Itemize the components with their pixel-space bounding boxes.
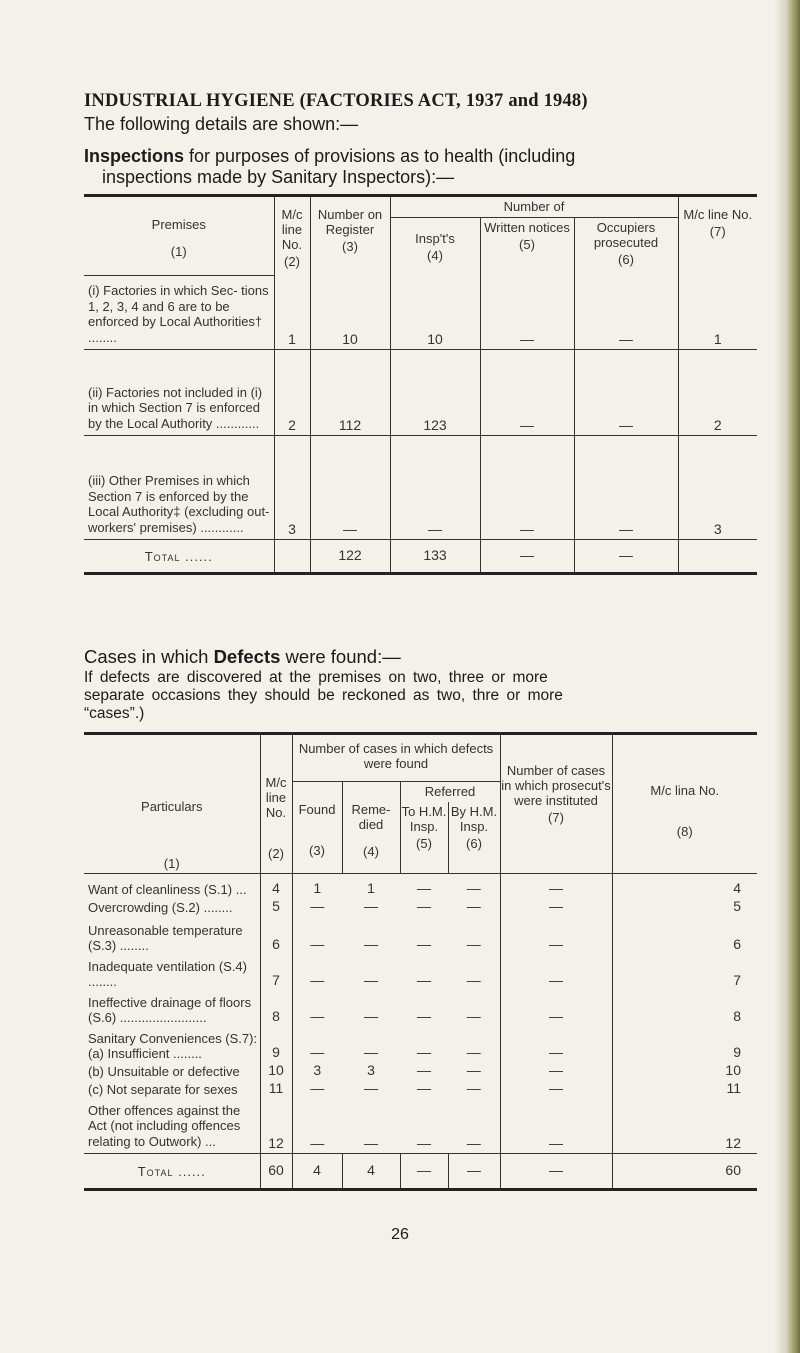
page-heading: INDUSTRIAL HYGIENE (FACTORIES ACT, 1937 and 1948) <box>84 91 588 111</box>
row-mc2: 10 <box>725 1061 741 1078</box>
row-mc2: 8 <box>733 1007 741 1024</box>
row-mc: 11 <box>260 1080 292 1098</box>
mc-header-num: (2) <box>268 846 284 861</box>
mc2-header-label: M/c lina No. <box>650 783 720 798</box>
row-label: Unreasonable temperature (S.3) ........ <box>84 916 260 954</box>
mc-header-label: M/c line No. <box>265 775 287 820</box>
found-header-num: (3) <box>309 843 325 858</box>
cases-note-2: separate occasions they should be reckoned as two, thre or more <box>84 687 563 704</box>
row-mc: 9 <box>260 1026 292 1062</box>
row-mc: 4 <box>260 874 292 898</box>
number-of-group-header: Number of <box>390 196 678 218</box>
mc2-header <box>678 196 757 276</box>
row-found: — <box>310 1079 325 1096</box>
register-header-label: Number on Register <box>317 207 383 237</box>
defects-table <box>84 732 757 1191</box>
row-pros: — <box>500 874 612 898</box>
row-found: — <box>310 897 325 914</box>
prosecutions-header-label: Number of cases in which prosecut's were instituted <box>501 763 611 808</box>
inspections-table <box>84 194 757 575</box>
row-label: (i) Factories in which Sec- tions 1, 2, 3, 4 and 6 are to be enforced by Local Authorities† ........ <box>84 276 274 350</box>
row-by: — <box>448 898 500 916</box>
row-by: — <box>448 954 500 990</box>
row-found: — <box>310 1043 325 1060</box>
total-label: Total ...... <box>84 1154 260 1190</box>
inspections-bold: Inspections <box>84 146 185 166</box>
row-pros: — <box>500 1080 612 1098</box>
to-hm-header <box>400 802 448 874</box>
cases-heading <box>84 646 401 668</box>
row-to: — <box>417 879 431 896</box>
row-found: 3 <box>313 1061 322 1078</box>
total-mc2: 60 <box>612 1154 757 1190</box>
page-number: 26 <box>391 1226 409 1243</box>
row-label: Overcrowding (S.2) ........ <box>84 898 260 916</box>
row-pros: — <box>500 1026 612 1062</box>
particulars-header <box>84 734 260 874</box>
row-label: (b) Unsuitable or defective <box>84 1062 260 1080</box>
occupiers-header-num: (6) <box>618 252 634 267</box>
row-mc2: 2 <box>678 350 757 436</box>
mc-header <box>274 196 310 276</box>
row-by: — <box>448 1080 500 1098</box>
table1-total-row <box>84 540 757 574</box>
row-found: — <box>310 1007 325 1024</box>
found-header <box>292 782 342 874</box>
table2-row-8 <box>84 1080 757 1098</box>
row-mc: 2 <box>274 350 310 436</box>
row-occupiers: — <box>574 276 678 350</box>
table1-row-3 <box>84 436 757 540</box>
found-header-label: Found <box>298 802 336 817</box>
row-mc2: 9 <box>733 1043 741 1060</box>
row-insp: 123 <box>390 350 480 436</box>
cases-heading-post: were found:— <box>280 646 401 667</box>
premises-header <box>84 196 274 276</box>
row-found: 1 <box>313 879 322 896</box>
total-mc: 60 <box>260 1154 292 1190</box>
page-edge-shadow <box>774 0 800 1353</box>
table1-row-1 <box>84 276 757 350</box>
row-mc: 5 <box>260 898 292 916</box>
row-insp: 10 <box>390 276 480 350</box>
row-pros: — <box>500 916 612 954</box>
row-mc2: 11 <box>726 1079 741 1096</box>
insp-header <box>390 218 480 276</box>
row-written: — <box>480 276 574 350</box>
row-found: — <box>310 971 325 988</box>
by-hm-header-num: (6) <box>466 835 482 851</box>
cases-heading-pre: Cases in which <box>84 646 214 667</box>
premises-header-num: (1) <box>170 244 187 259</box>
mc2-header-num: (7) <box>709 224 726 239</box>
total-pros: — <box>500 1154 612 1190</box>
row-to: — <box>417 935 431 952</box>
row-written: — <box>480 436 574 540</box>
row-found: — <box>292 1098 342 1154</box>
particulars-header-num: (1) <box>163 856 180 871</box>
table2-row-3 <box>84 916 757 954</box>
row-remedied: — <box>364 1007 378 1024</box>
mc-header-label: M/c line No. <box>281 207 303 252</box>
written-header-num: (5) <box>519 237 535 252</box>
row-by: — <box>448 874 500 898</box>
intro-line: The following details are shown:— <box>84 114 359 134</box>
register-header <box>310 196 390 276</box>
row-mc: 1 <box>274 276 310 350</box>
row-occupiers: — <box>574 436 678 540</box>
particulars-header-label: Particulars <box>141 799 203 814</box>
mc2-header-label: M/c line No. <box>683 207 753 222</box>
row-pros: — <box>500 990 612 1026</box>
row-pros: — <box>500 954 612 990</box>
row-to: — <box>417 1061 431 1078</box>
row-mc2: 3 <box>678 436 757 540</box>
insp-header-label: Insp't's <box>415 231 455 246</box>
by-hm-header-label: By H.M. Insp. <box>450 803 498 834</box>
row-mc: 3 <box>274 436 310 540</box>
inspections-line-2: inspections made by Sanitary Inspectors):— <box>102 167 455 187</box>
row-register: — <box>310 436 390 540</box>
row-pros: — <box>500 1098 612 1154</box>
row-occupiers: — <box>574 350 678 436</box>
occupiers-header <box>574 218 678 276</box>
table2-row-9 <box>84 1098 757 1154</box>
row-mc2: 6 <box>733 935 741 952</box>
to-hm-header-num: (5) <box>416 835 432 851</box>
row-label: (c) Not separate for sexes <box>84 1080 260 1098</box>
by-hm-header <box>448 802 500 874</box>
row-mc: 8 <box>260 990 292 1026</box>
row-by: — <box>448 990 500 1026</box>
row-found: — <box>310 935 325 952</box>
row-mc: 10 <box>260 1062 292 1080</box>
row-remedied: — <box>364 897 378 914</box>
cases-group-header: Number of cases in which defects were found <box>292 734 500 782</box>
total-label: Total ...... <box>84 540 274 574</box>
remedied-header <box>342 782 400 874</box>
referred-group-header: Referred <box>400 782 500 802</box>
total-found: 4 <box>292 1154 342 1190</box>
mc-header-num: (2) <box>284 254 300 269</box>
to-hm-header-label: To H.M. Insp. <box>401 803 447 834</box>
premises-header-label: Premises <box>151 217 206 232</box>
inspections-line <box>84 146 575 167</box>
row-mc2: 12 <box>612 1098 757 1154</box>
row-remedied: — <box>364 1079 378 1096</box>
mc-header <box>260 734 292 874</box>
row-remedied: 3 <box>367 1061 375 1078</box>
row-mc: 12 <box>260 1098 292 1154</box>
total-remedied: 4 <box>342 1154 400 1190</box>
prosecutions-header-num: (7) <box>548 810 564 825</box>
row-label: Want of cleanliness (S.1) ... <box>84 874 260 898</box>
row-insp: — <box>390 436 480 540</box>
row-remedied: — <box>364 971 378 988</box>
total-written: — <box>480 540 574 574</box>
cases-note-1: If defects are discovered at the premises on two, three or more <box>84 669 548 686</box>
inspections-rest: for purposes of provisions as to health (including <box>184 146 576 166</box>
row-remedied: — <box>364 935 378 952</box>
occupiers-header-label: Occupiers prosecuted <box>593 220 659 250</box>
row-mc2: 5 <box>733 897 741 914</box>
table1-row-2 <box>84 350 757 436</box>
table2-row-7 <box>84 1062 757 1080</box>
row-remedied: 1 <box>367 879 375 896</box>
row-written: — <box>480 350 574 436</box>
row-mc: 6 <box>260 916 292 954</box>
table2-row-5 <box>84 990 757 1026</box>
table2-row-2 <box>84 898 757 916</box>
row-mc: 7 <box>260 954 292 990</box>
insp-header-num: (4) <box>427 248 443 263</box>
prosecutions-header <box>500 734 612 874</box>
written-header-label: Written notices <box>484 220 570 235</box>
row-label: (ii) Factories not included in (i) in which Section 7 is enforced by the Local Authority ............ <box>84 350 274 436</box>
row-by: — <box>448 1062 500 1080</box>
cases-heading-bold: Defects <box>213 646 281 667</box>
row-register: 10 <box>310 276 390 350</box>
total-insp: 133 <box>390 540 480 574</box>
row-mc2: 7 <box>733 971 741 988</box>
row-label: Sanitary Conveniences (S.7): (a) Insufficient ........ <box>84 1026 260 1062</box>
row-pros: — <box>500 898 612 916</box>
row-to: — <box>417 897 431 914</box>
row-mc2: 1 <box>678 276 757 350</box>
row-pros: — <box>500 1062 612 1080</box>
row-by: — <box>448 916 500 954</box>
written-header <box>480 218 574 276</box>
row-label: (iii) Other Premises in which Section 7 is enforced by the Local Authority‡ (excluding out-workers' premises) ............ <box>84 436 274 540</box>
total-mc2 <box>678 540 757 574</box>
row-remedied: — <box>342 1098 400 1154</box>
row-to: — <box>417 1043 431 1060</box>
total-register: 122 <box>310 540 390 574</box>
row-remedied: — <box>364 1043 378 1060</box>
remedied-header-num: (4) <box>363 844 379 859</box>
row-label: Other offences against the Act (not including offences relating to Outwork) ... <box>84 1098 260 1154</box>
row-to: — <box>417 971 431 988</box>
total-occupiers: — <box>574 540 678 574</box>
register-header-num: (3) <box>342 239 358 254</box>
cases-note-3: “cases”.) <box>84 705 145 722</box>
row-label: Inadequate ventilation (S.4) ........ <box>84 954 260 990</box>
total-mc <box>274 540 310 574</box>
row-to: — <box>417 1007 431 1024</box>
total-by: — <box>448 1154 500 1190</box>
table2-row-1 <box>84 874 757 898</box>
row-to: — <box>417 1079 431 1096</box>
total-to: — <box>400 1154 448 1190</box>
table2-row-4 <box>84 954 757 990</box>
mc2-header-num: (8) <box>676 824 693 839</box>
remedied-header-label: Reme- died <box>351 802 391 832</box>
row-to: — <box>400 1098 448 1154</box>
row-register: 112 <box>310 350 390 436</box>
row-mc2: 4 <box>733 879 741 896</box>
row-by: — <box>448 1026 500 1062</box>
table2-row-6 <box>84 1026 757 1062</box>
row-by: — <box>448 1098 500 1154</box>
mc2-header <box>612 734 757 874</box>
row-label: Ineffective drainage of floors (S.6) ........................ <box>84 990 260 1026</box>
table2-total-row <box>84 1154 757 1190</box>
